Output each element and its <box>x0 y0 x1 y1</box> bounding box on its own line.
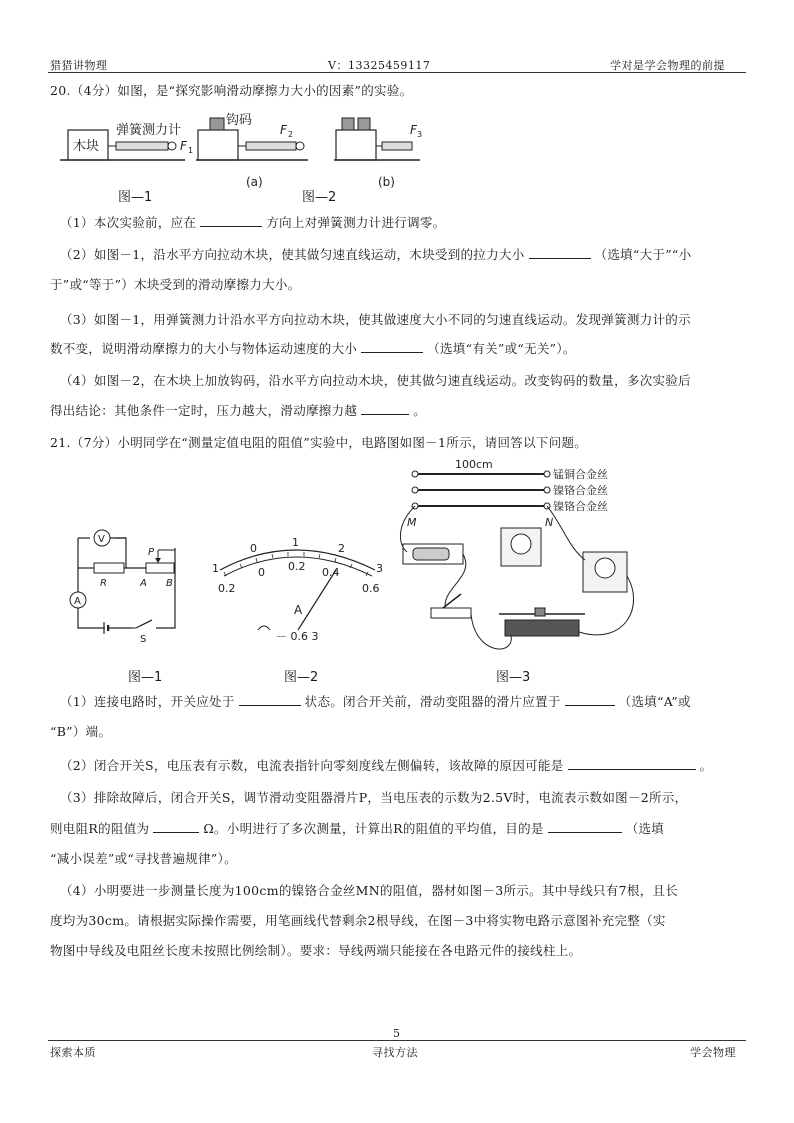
q21-part1 <box>60 693 750 711</box>
wood-block-2a <box>198 130 238 160</box>
switch-device <box>431 608 471 618</box>
bottom-tick-neg1: 1 <box>212 562 219 575</box>
q20-part3b <box>50 340 740 358</box>
rheostat-device <box>505 620 579 636</box>
label-switch: S <box>140 634 147 645</box>
bottom-tick-0-4: 0.4 <box>322 566 340 579</box>
q20-fig1-caption: 图—1 <box>118 190 153 205</box>
top-tick-1: 1 <box>292 536 299 549</box>
q21-p1d: “B”）端。 <box>50 724 112 739</box>
ammeter-dial <box>210 530 390 650</box>
top-tick-2: 2 <box>338 542 345 555</box>
q20-p4a: （4）如图－2，在木块上加放钩码，沿水平方向拉动木块，使其做匀速直线运动。改变钩码的数量，多次实验后 <box>60 373 691 388</box>
footer-left: 探索本质 <box>50 1046 96 1059</box>
q20-blank3[interactable] <box>361 341 423 353</box>
q20-figure <box>60 104 423 202</box>
label-r: R <box>100 578 107 589</box>
wire3-label: 镍铬合金丝 <box>553 500 608 513</box>
q21-blank4[interactable] <box>153 821 199 833</box>
q21-blank2[interactable] <box>565 694 615 706</box>
f2-label: F <box>280 123 287 137</box>
q21-p4b: 度均为30cm。请根据实际操作需要，用笔画线代替剩余2根导线，在图－3中将实物电路示意图补充完整（实 <box>50 913 666 928</box>
meter-terminals: － 0.6 3 <box>276 630 319 643</box>
weight-a <box>210 118 224 130</box>
q21-p3e: “减小误差”或“寻找普遍规律”）。 <box>50 851 237 866</box>
fig-a-label: (a) <box>246 175 263 189</box>
q21-p1a: （1）连接电路时，开关应处于 <box>60 694 235 709</box>
q20-p1a: （1）本次实验前，应在 <box>60 215 197 230</box>
q20-p1b: 方向上对弹簧测力计进行调零。 <box>266 215 446 230</box>
weight-b1 <box>342 118 354 130</box>
q20-fig2-caption: 图—2 <box>302 190 337 205</box>
footer-rule <box>48 1040 746 1041</box>
spring-meter-1 <box>116 142 168 150</box>
label-n: N <box>545 516 554 529</box>
bottom-tick-0-6: 0.6 <box>362 582 380 595</box>
bottom-tick-0: 0 <box>258 566 265 579</box>
page-number: 5 <box>393 1027 400 1040</box>
q21-part2 <box>60 757 750 775</box>
rheostat <box>146 563 174 573</box>
q20-part4b <box>50 402 740 420</box>
q20-blank1[interactable] <box>200 215 262 227</box>
wood-block-2b <box>336 130 376 160</box>
bottom-tick-0-2: 0.2 <box>288 560 306 573</box>
wire2-label: 镍铬合金丝 <box>553 484 608 497</box>
q20-p4c: 。 <box>413 403 427 418</box>
q20-stem: 20.（4分）如图，是“探究影响滑动摩擦力大小的因素”的实验。 <box>50 83 413 98</box>
top-tick-0: 0 <box>250 542 257 555</box>
q21-p2a: （2）闭合开关S，电压表有示数，电流表指针向零刻度线左侧偏转，该故障的原因可能是 <box>60 758 564 773</box>
label-m: M <box>407 516 417 529</box>
q21-stem: 21.（7分）小明同学在“测量定值电阻的阻值”实验中，电路图如图－1所示，请回答以下问题。 <box>50 435 588 450</box>
header-left: 猎猎讲物理 <box>50 59 108 72</box>
q21-p3a: （3）排除故障后，闭合开关S，调节滑动变阻器滑片P，当电压表的示数为2.5V时，电流表示数如图－2所示， <box>60 790 688 805</box>
q20-blank4[interactable] <box>361 403 409 415</box>
q21-p3c: Ω。小明进行了多次测量，计算出R的阻值的平均值，目的是 <box>203 821 544 836</box>
q20-part1 <box>60 214 750 232</box>
f3-sub: 3 <box>417 130 423 139</box>
q20-p2a: （2）如图－1，沿水平方向拉动木块，使其做匀速直线运动，木块受到的拉力大小 <box>60 247 525 262</box>
q21-blank5[interactable] <box>548 821 622 833</box>
label-p: P <box>148 547 155 558</box>
q21-blank1[interactable] <box>239 694 301 706</box>
spring-meter-2 <box>246 142 296 150</box>
q20-part2 <box>60 246 750 264</box>
f2-sub: 2 <box>288 130 294 139</box>
q21-blank3[interactable] <box>568 758 696 770</box>
needle <box>298 570 336 630</box>
spring-meter-3 <box>382 142 412 150</box>
fig-b-label: (b) <box>378 175 395 189</box>
q20-p2b: （选填“大于”“小 <box>594 247 692 262</box>
circuit-diagram <box>60 520 200 645</box>
f1-sub: 1 <box>188 146 194 155</box>
f3-label: F <box>410 123 417 137</box>
header-rule <box>48 72 746 73</box>
header-center: V：13325459117 <box>328 59 431 72</box>
voltmeter-label: V <box>98 534 105 545</box>
label-a-end: A <box>140 578 147 589</box>
q20-p4b: 得出结论：其他条件一定时，压力越大，滑动摩擦力越 <box>50 403 358 418</box>
q20-p3a: （3）如图－1，用弹簧测力计沿水平方向拉动木块，使其做速度大小不同的匀速直线运动。发现弹簧测力计的示 <box>60 312 691 327</box>
q21-part3b <box>50 820 740 838</box>
physical-circuit <box>395 456 655 666</box>
ammeter-label: A <box>74 596 81 607</box>
q20-p3b: 数不变，说明滑动摩擦力的大小与物体运动速度的大小 <box>50 341 358 356</box>
left-small-tick: 0.2 <box>218 582 236 595</box>
header-right: 学对是学会物理的前提 <box>610 59 725 72</box>
q21-p4c: 物图中导线及电阻丝长度未按照比例绘制）。要求：导线两端只能接在各电路元件的接线柱上。 <box>50 943 582 958</box>
q21-fig2-caption: 图—2 <box>284 670 319 685</box>
q21-p1b: 状态。闭合开关前，滑动变阻器的滑片应置于 <box>304 694 561 709</box>
q21-p1c: （选填“A”或 <box>618 694 691 709</box>
q21-p4a: （4）小明要进一步测量长度为100cm的镍铬合金丝MN的阻值，器材如图－3所示。其中导线只有7根，且长 <box>60 883 679 898</box>
meter-label: 弹簧测力计 <box>116 123 182 138</box>
q20-p3c: （选填“有关”或“无关”）。 <box>427 341 576 356</box>
q20-p2c: 于”或“等于”）木块受到的滑动摩擦力大小。 <box>50 277 301 292</box>
f1-label: F <box>180 139 187 153</box>
q20-blank2[interactable] <box>529 247 591 259</box>
length-label: 100cm <box>455 458 493 471</box>
q21-p3b: 则电阻R的阻值为 <box>50 821 150 836</box>
wire1-label: 锰铜合金丝 <box>553 468 608 481</box>
label-b-end: B <box>166 578 173 589</box>
footer-center: 寻找方法 <box>372 1046 418 1059</box>
q21-fig1-caption: 图—1 <box>128 670 163 685</box>
meter-symbol: A <box>294 603 303 617</box>
q21-fig3-caption: 图—3 <box>496 670 531 685</box>
top-tick-3: 3 <box>376 562 383 575</box>
weight-b2 <box>358 118 370 130</box>
q21-p2b: 。 <box>699 758 713 773</box>
weight-label: 钩码 <box>226 113 253 128</box>
footer-right: 学会物理 <box>690 1046 736 1059</box>
q21-p3d: （选填 <box>625 821 665 836</box>
block-label: 木块 <box>73 139 100 154</box>
resistor-r <box>94 563 124 573</box>
